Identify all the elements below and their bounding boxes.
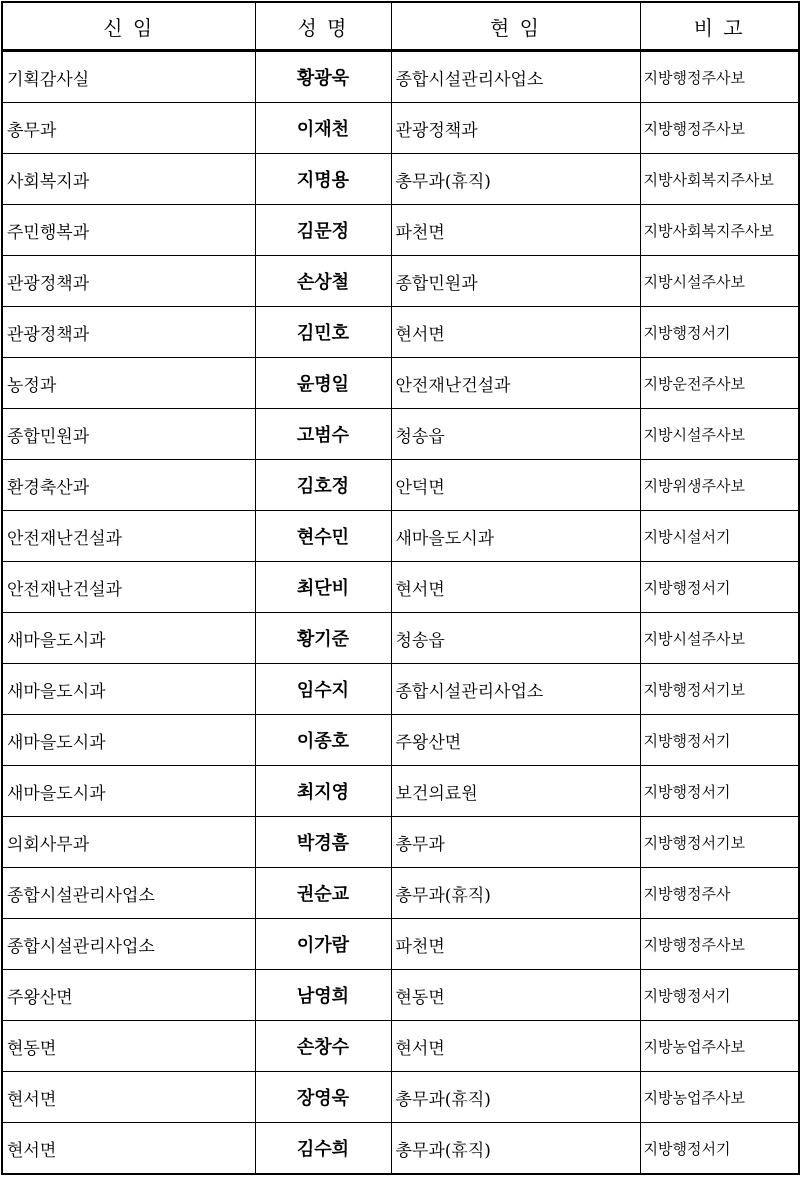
cell-current-post: 총무과(휴직) xyxy=(391,1123,640,1175)
cell-name: 현수민 xyxy=(255,511,391,562)
cell-name: 임수지 xyxy=(255,664,391,715)
cell-current-post: 현서면 xyxy=(391,1021,640,1072)
cell-name: 지명용 xyxy=(255,154,391,205)
cell-new-post: 안전재난건설과 xyxy=(2,511,255,562)
cell-remarks: 지방행정서기보 xyxy=(640,664,799,715)
table-row xyxy=(2,256,799,307)
cell-new-post: 농정과 xyxy=(2,358,255,409)
cell-name: 황기준 xyxy=(255,613,391,664)
cell-current-post: 보건의료원 xyxy=(391,766,640,817)
table-row xyxy=(2,613,799,664)
cell-remarks: 지방행정서기 xyxy=(640,1123,799,1175)
table-row xyxy=(2,358,799,409)
table-row xyxy=(2,868,799,919)
cell-new-post: 주왕산면 xyxy=(2,970,255,1021)
cell-current-post: 안덕면 xyxy=(391,460,640,511)
table-row xyxy=(2,154,799,205)
table-row xyxy=(2,1072,799,1123)
cell-remarks: 지방행정주사보 xyxy=(640,51,799,103)
cell-current-post: 종합시설관리사업소 xyxy=(391,664,640,715)
personnel-table xyxy=(1,1,800,1175)
cell-new-post: 안전재난건설과 xyxy=(2,562,255,613)
table-row xyxy=(2,307,799,358)
cell-name: 박경흠 xyxy=(255,817,391,868)
cell-current-post: 총무과(휴직) xyxy=(391,154,640,205)
cell-current-post: 주왕산면 xyxy=(391,715,640,766)
cell-new-post: 의회사무과 xyxy=(2,817,255,868)
cell-name: 최단비 xyxy=(255,562,391,613)
cell-remarks: 지방행정주사 xyxy=(640,868,799,919)
cell-name: 김호정 xyxy=(255,460,391,511)
table-row xyxy=(2,1123,799,1175)
cell-name: 윤명일 xyxy=(255,358,391,409)
cell-new-post: 현서면 xyxy=(2,1072,255,1123)
cell-remarks: 지방행정서기 xyxy=(640,715,799,766)
cell-current-post: 파천면 xyxy=(391,919,640,970)
cell-name: 김민호 xyxy=(255,307,391,358)
cell-current-post: 총무과(휴직) xyxy=(391,868,640,919)
cell-current-post: 현서면 xyxy=(391,562,640,613)
cell-remarks: 지방농업주사보 xyxy=(640,1021,799,1072)
cell-name: 손상철 xyxy=(255,256,391,307)
cell-new-post: 기획감사실 xyxy=(2,51,255,103)
cell-new-post: 환경축산과 xyxy=(2,460,255,511)
header-new-post: 신 임 xyxy=(2,2,255,51)
cell-name: 황광욱 xyxy=(255,51,391,103)
table-row xyxy=(2,103,799,154)
cell-current-post: 새마을도시과 xyxy=(391,511,640,562)
cell-new-post: 현동면 xyxy=(2,1021,255,1072)
cell-new-post: 현서면 xyxy=(2,1123,255,1175)
table-row xyxy=(2,562,799,613)
cell-remarks: 지방시설주사보 xyxy=(640,409,799,460)
cell-remarks: 지방운전주사보 xyxy=(640,358,799,409)
cell-new-post: 주민행복과 xyxy=(2,205,255,256)
table-row xyxy=(2,817,799,868)
header-row xyxy=(2,2,799,51)
cell-name: 이재천 xyxy=(255,103,391,154)
cell-name: 김문정 xyxy=(255,205,391,256)
cell-remarks: 지방시설서기 xyxy=(640,511,799,562)
table-row xyxy=(2,970,799,1021)
header-current-post: 현 임 xyxy=(391,2,640,51)
table-body xyxy=(2,51,799,1175)
table-row xyxy=(2,511,799,562)
cell-current-post: 종합시설관리사업소 xyxy=(391,51,640,103)
cell-new-post: 새마을도시과 xyxy=(2,715,255,766)
cell-name: 권순교 xyxy=(255,868,391,919)
table-row xyxy=(2,919,799,970)
table-row xyxy=(2,664,799,715)
cell-current-post: 총무과(휴직) xyxy=(391,1072,640,1123)
cell-new-post: 새마을도시과 xyxy=(2,664,255,715)
cell-name: 남영희 xyxy=(255,970,391,1021)
cell-new-post: 종합민원과 xyxy=(2,409,255,460)
cell-remarks: 지방사회복지주사보 xyxy=(640,205,799,256)
header-name: 성 명 xyxy=(255,2,391,51)
cell-new-post: 사회복지과 xyxy=(2,154,255,205)
cell-remarks: 지방시설주사보 xyxy=(640,613,799,664)
cell-current-post: 안전재난건설과 xyxy=(391,358,640,409)
cell-remarks: 지방위생주사보 xyxy=(640,460,799,511)
cell-remarks: 지방사회복지주사보 xyxy=(640,154,799,205)
cell-name: 김수희 xyxy=(255,1123,391,1175)
cell-new-post: 관광정책과 xyxy=(2,307,255,358)
table-row xyxy=(2,766,799,817)
cell-current-post: 관광정책과 xyxy=(391,103,640,154)
cell-new-post: 종합시설관리사업소 xyxy=(2,919,255,970)
cell-new-post: 총무과 xyxy=(2,103,255,154)
cell-current-post: 현서면 xyxy=(391,307,640,358)
table-row xyxy=(2,460,799,511)
cell-name: 손창수 xyxy=(255,1021,391,1072)
table-row xyxy=(2,715,799,766)
cell-name: 최지영 xyxy=(255,766,391,817)
cell-new-post: 새마을도시과 xyxy=(2,613,255,664)
cell-new-post: 관광정책과 xyxy=(2,256,255,307)
cell-remarks: 지방행정주사보 xyxy=(640,103,799,154)
cell-remarks: 지방행정주사보 xyxy=(640,919,799,970)
cell-remarks: 지방행정서기 xyxy=(640,766,799,817)
cell-name: 이종호 xyxy=(255,715,391,766)
table-row xyxy=(2,51,799,103)
cell-name: 이가람 xyxy=(255,919,391,970)
cell-current-post: 종합민원과 xyxy=(391,256,640,307)
table-row xyxy=(2,1021,799,1072)
table-row xyxy=(2,205,799,256)
cell-remarks: 지방시설주사보 xyxy=(640,256,799,307)
header-remarks: 비 고 xyxy=(640,2,799,51)
cell-remarks: 지방행정서기 xyxy=(640,562,799,613)
cell-name: 고범수 xyxy=(255,409,391,460)
cell-remarks: 지방행정서기보 xyxy=(640,817,799,868)
cell-new-post: 종합시설관리사업소 xyxy=(2,868,255,919)
cell-current-post: 파천면 xyxy=(391,205,640,256)
cell-current-post: 청송읍 xyxy=(391,613,640,664)
cell-name: 장영욱 xyxy=(255,1072,391,1123)
cell-remarks: 지방농업주사보 xyxy=(640,1072,799,1123)
cell-current-post: 현동면 xyxy=(391,970,640,1021)
cell-current-post: 총무과 xyxy=(391,817,640,868)
cell-remarks: 지방행정서기 xyxy=(640,307,799,358)
cell-current-post: 청송읍 xyxy=(391,409,640,460)
table-row xyxy=(2,409,799,460)
cell-remarks: 지방행정서기 xyxy=(640,970,799,1021)
cell-new-post: 새마을도시과 xyxy=(2,766,255,817)
